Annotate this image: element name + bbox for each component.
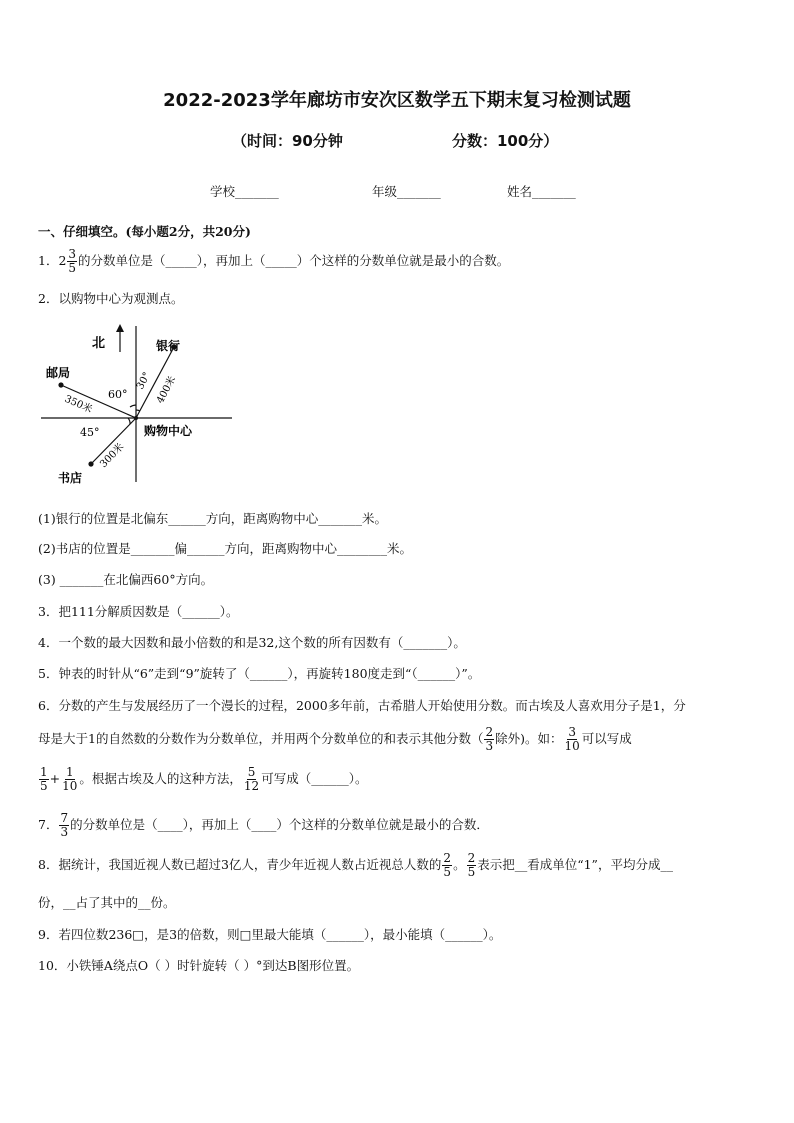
q8-f1-den: 5 [443,865,452,879]
post-point [58,382,63,387]
question-3: 3．把111分解质因数是（______）。 [38,604,239,619]
q1-fraction [67,248,77,275]
question-2-part-1: (1)银行的位置是北偏东______方向，距离购物中心_______米。 [38,511,387,526]
q6-text-b: 除外)。如： [495,731,563,746]
direction-diagram [36,322,236,492]
question-2: 2．以购物中心为观测点。 [38,291,184,306]
angle-arc-30 [136,410,140,411]
question-9: 9．若四位数236□，是3的倍数，则□里最大能填（______），最小能填（______）。 [38,927,502,942]
q6-f1-num: 2 [485,725,494,739]
question-7 [38,812,489,839]
store-point [88,461,93,466]
q7-text: 的分数单位是（____），再加上（____）个这样的分数单位就是最小的合数． [70,817,489,832]
q6-frac-4 [61,766,78,793]
q6-f3-den: 5 [40,779,48,793]
post-label: 邮局 [46,366,71,380]
question-6-line-1: 6．分数的产生与发展经历了一个漫长的过程，2000多年前，古希腊人开始使用分数。而古埃及人喜欢用分子是1，分 [38,698,686,713]
q7-den: 3 [60,825,69,839]
center-label: 购物中心 [144,424,193,438]
distance-400-label: 400米 [154,374,179,406]
q1-prefix: 1．2 [38,253,67,268]
score-label: 分数：100分） [452,132,559,150]
q8-text-b: 。 [453,857,466,872]
angle-60-label: 60° [108,388,128,401]
q6-f1-den: 3 [485,739,494,753]
question-5: 5．钟表的时针从“6”走到“9”旋转了（______），再旋转180度走到“（______）”。 [38,666,481,681]
q1-text: 的分数单位是（_____），再加上（_____）个这样的分数单位就是最小的合数。 [78,253,510,268]
q7-prefix: 7． [38,817,59,832]
q6-frac-3 [39,766,49,793]
q8-text-c: 表示把__看成单位“1”，平均分成__ [477,857,673,872]
q6-text-c: 可以写成 [581,731,632,746]
q1-num: 3 [68,247,77,261]
north-arrow-icon [116,324,124,332]
q6-frac-5 [243,766,260,793]
q8-f1-num: 2 [443,851,452,865]
q8-frac-2 [467,852,477,879]
north-label: 北 [92,336,106,351]
question-8-line-2: 份，__占了其中的__份。 [38,895,176,910]
q7-fraction [59,812,69,839]
time-label: （时间：90分钟 [232,132,343,150]
question-8-line-1 [38,852,673,879]
center-point [134,416,138,420]
distance-300-label: 300米 [98,441,127,471]
question-1 [38,248,509,275]
bank-label: 银行 [156,339,181,353]
angle-45-label: 45° [80,426,100,439]
q6-frac-2 [564,726,581,753]
q6-frac-1 [484,726,494,753]
q7-num: 7 [60,811,69,825]
grade-field: 年级_______ [372,184,441,199]
question-6-line-3 [38,766,367,793]
q6-plus: + [49,771,61,786]
q8-text-a: 8．据统计，我国近视人数已超过3亿人，青少年近视人数占近视总人数的 [38,857,442,872]
q6-text-a: 母是大于1的自然数的分数作为分数单位，并用两个分数单位的和表示其他分数（ [38,731,484,746]
q1-den: 5 [68,261,77,275]
q8-f2-den: 5 [467,865,476,879]
question-10: 10．小铁锤A绕点O（ ）时针旋转（ ）°到达B图形位置。 [38,958,360,973]
question-6-line-2 [38,726,632,753]
distance-350-label: 350米 [62,393,94,416]
q8-f2-num: 2 [467,851,476,865]
q6-f5-num: 5 [247,765,256,779]
angle-arc [130,405,136,407]
name-field: 姓名_______ [507,184,576,199]
q6-f5-den: 12 [243,779,260,793]
q6-f2-den: 10 [564,739,580,753]
q6-f3-num: 1 [40,765,48,779]
q6-f4-num: 1 [65,765,74,779]
section-heading: 一、仔细填空。(每小题2分，共20分) [38,224,251,239]
page-title: 2022-2023学年廊坊市安次区数学五下期末复习检测试题 [163,90,631,111]
q6-f4-den: 10 [62,779,78,793]
angle-arc-45 [128,418,130,424]
angle-30-label: 30° [134,370,153,392]
store-label: 书店 [58,471,83,485]
q6-text-e: 可写成（______）。 [261,771,368,786]
question-4: 4．一个数的最大因数和最小倍数的和是32,这个数的所有因数有（_______）。 [38,635,466,650]
q6-text-d: 。根据古埃及人的这种方法， [79,771,242,786]
q6-f2-num: 3 [568,725,576,739]
question-2-part-3: (3) _______在北偏西60°方向。 [38,572,214,587]
question-2-part-2: (2)书店的位置是_______偏______方向，距离购物中心________米。 [38,541,412,556]
school-field: 学校_______ [210,184,279,199]
q8-frac-1 [442,852,452,879]
